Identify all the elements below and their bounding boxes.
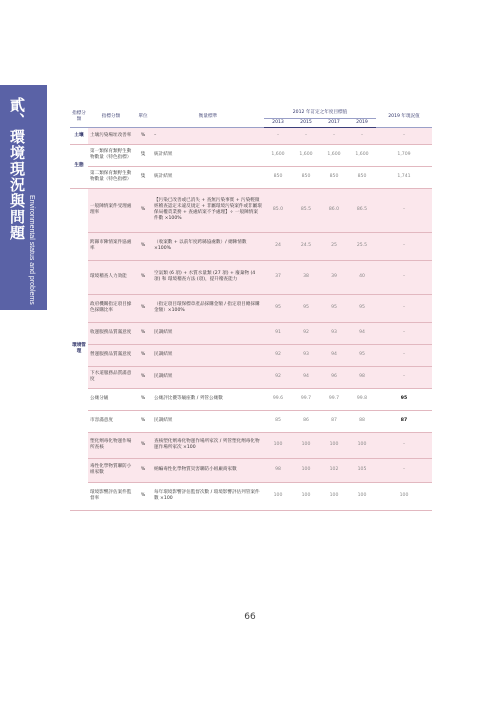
header-unit: 單位 bbox=[134, 108, 152, 127]
target-value: – bbox=[320, 127, 348, 144]
target-value: 1,600 bbox=[348, 144, 376, 166]
header-year: 2017 bbox=[320, 118, 348, 127]
unit-cell: % bbox=[134, 322, 152, 344]
target-value: 85.5 bbox=[292, 188, 320, 232]
unit-cell: % bbox=[134, 432, 152, 458]
target-value: 98 bbox=[264, 458, 292, 482]
target-value: – bbox=[264, 127, 292, 144]
section-label: 環境管理 bbox=[70, 188, 88, 510]
indicator-name: 市容滿意度 bbox=[88, 410, 134, 432]
target-value: 37 bbox=[264, 260, 292, 294]
target-value: 105 bbox=[348, 458, 376, 482]
target-value: 850 bbox=[348, 166, 376, 188]
target-value: 86.0 bbox=[320, 188, 348, 232]
target-value: 95 bbox=[348, 344, 376, 366]
table-row bbox=[70, 294, 432, 322]
target-value: 94 bbox=[348, 322, 376, 344]
target-value: 850 bbox=[292, 166, 320, 188]
actual-value: – bbox=[376, 294, 432, 322]
table-row bbox=[70, 410, 432, 432]
actual-value: – bbox=[376, 260, 432, 294]
target-value: 96 bbox=[320, 366, 348, 388]
target-value: 1,600 bbox=[292, 144, 320, 166]
target-value: 94 bbox=[320, 344, 348, 366]
standard-cell: 納編毒性化學物質災害聯防小組廠商家數 bbox=[152, 458, 264, 482]
target-value: 94 bbox=[292, 366, 320, 388]
target-value: – bbox=[292, 127, 320, 144]
table-row bbox=[70, 344, 432, 366]
unit-cell: % bbox=[134, 458, 152, 482]
standard-cell: – bbox=[152, 127, 264, 144]
target-value: 93 bbox=[292, 344, 320, 366]
unit-cell: % bbox=[134, 127, 152, 144]
target-value: 1,600 bbox=[264, 144, 292, 166]
table-row bbox=[70, 366, 432, 388]
target-value: 100 bbox=[320, 482, 348, 510]
chapter-subtitle: Environmental status and problems bbox=[28, 195, 35, 305]
indicator-name: 公廁分級 bbox=[88, 388, 134, 410]
actual-value: – bbox=[376, 366, 432, 388]
actual-value: – bbox=[376, 344, 432, 366]
unit-cell: % bbox=[134, 232, 152, 260]
indicator-name: 營運服務品質滿意度 bbox=[88, 344, 134, 366]
target-value: 100 bbox=[348, 432, 376, 458]
target-value: 24.5 bbox=[292, 232, 320, 260]
standard-cell: 查核塑化劑毒化物運作場所家次 / 列管塑化劑毒化物運作場所家次 ×100 bbox=[152, 432, 264, 458]
target-value: 86 bbox=[292, 410, 320, 432]
target-value: 87 bbox=[320, 410, 348, 432]
target-value: 92 bbox=[264, 366, 292, 388]
indicator-name: 土壤污染場址改善率 bbox=[88, 127, 134, 144]
unit-cell: 隻 bbox=[134, 166, 152, 188]
target-value: 86.5 bbox=[348, 188, 376, 232]
header-year: 2015 bbox=[292, 118, 320, 127]
target-value: 850 bbox=[264, 166, 292, 188]
unit-cell: % bbox=[134, 260, 152, 294]
unit-cell: % bbox=[134, 188, 152, 232]
actual-value: – bbox=[376, 432, 432, 458]
standard-cell: 民調結果 bbox=[152, 322, 264, 344]
target-value: 92 bbox=[292, 322, 320, 344]
table-row bbox=[70, 458, 432, 482]
standard-cell: 民調結果 bbox=[152, 366, 264, 388]
unit-cell: 隻 bbox=[134, 144, 152, 166]
target-value: 88 bbox=[348, 410, 376, 432]
target-value: 99.7 bbox=[320, 388, 348, 410]
target-value: 39 bbox=[320, 260, 348, 294]
standard-cell: 統計結果 bbox=[152, 166, 264, 188]
target-value: 95 bbox=[292, 294, 320, 322]
actual-value: 1,741 bbox=[376, 166, 432, 188]
actual-value: 95 bbox=[376, 388, 432, 410]
actual-value: – bbox=[376, 232, 432, 260]
table-row bbox=[70, 322, 432, 344]
header-category: 指標分類 bbox=[70, 108, 88, 127]
table-body bbox=[70, 127, 432, 510]
standard-cell: 公廁評比優等級座數 / 列管公廁數 bbox=[152, 388, 264, 410]
indicator-name: 一般陳情案件受理處理率 bbox=[88, 188, 134, 232]
target-value: 100 bbox=[292, 432, 320, 458]
actual-value: – bbox=[376, 127, 432, 144]
target-value: 95 bbox=[320, 294, 348, 322]
indicator-name: 跨縣市陳情案件協處率 bbox=[88, 232, 134, 260]
target-value: 100 bbox=[320, 432, 348, 458]
target-value: 85.0 bbox=[264, 188, 292, 232]
table-row bbox=[70, 127, 432, 144]
target-value: 99.6 bbox=[264, 388, 292, 410]
standard-cell: 民調結果 bbox=[152, 410, 264, 432]
header-standard: 衡量標準 bbox=[152, 108, 264, 127]
indicator-name: 環境影響評估案件監督率 bbox=[88, 482, 134, 510]
header-year: 2019 bbox=[348, 118, 376, 127]
standard-cell: 空氣類 (6 項) + 水質水量類 (27 項) + 廢棄物 (4 項) 和 環境稽查方法 (項)，提升稽查能力 bbox=[152, 260, 264, 294]
table-row bbox=[70, 188, 432, 232]
unit-cell: % bbox=[134, 344, 152, 366]
target-value: 100 bbox=[348, 482, 376, 510]
target-value: 100 bbox=[264, 432, 292, 458]
target-value: 850 bbox=[320, 166, 348, 188]
table-row bbox=[70, 388, 432, 410]
standard-cell: （指定項目環保標章產品採購金額 / 指定項目總採購金額）×100% bbox=[152, 294, 264, 322]
target-value: – bbox=[348, 127, 376, 144]
table-row bbox=[70, 432, 432, 458]
target-value: 99.7 bbox=[292, 388, 320, 410]
target-value: 100 bbox=[292, 458, 320, 482]
target-value: 24 bbox=[264, 232, 292, 260]
indicator-name: 下水道服務品質滿意度 bbox=[88, 366, 134, 388]
table-row bbox=[70, 232, 432, 260]
target-value: 95 bbox=[348, 294, 376, 322]
target-value: 1,600 bbox=[320, 144, 348, 166]
table-row bbox=[70, 260, 432, 294]
actual-value: 1,709 bbox=[376, 144, 432, 166]
standard-cell: 統計結果 bbox=[152, 144, 264, 166]
target-value: 99.8 bbox=[348, 388, 376, 410]
chapter-title: 貳、環境現況與問題 bbox=[8, 97, 26, 241]
actual-value: – bbox=[376, 458, 432, 482]
indicator-name: 政府機關指定項目綠色採購比率 bbox=[88, 294, 134, 322]
target-value: 38 bbox=[292, 260, 320, 294]
unit-cell: % bbox=[134, 294, 152, 322]
actual-value: – bbox=[376, 188, 432, 232]
actual-value: 100 bbox=[376, 482, 432, 510]
indicator-name: 收運服務品質滿意度 bbox=[88, 322, 134, 344]
indicator-name: 塑化劑毒化物運作場所查核 bbox=[88, 432, 134, 458]
standard-cell: 每年環境影響評估監督次數 / 環境影響評估列管案件數 ×100 bbox=[152, 482, 264, 510]
target-value: 25.5 bbox=[348, 232, 376, 260]
target-value: 100 bbox=[264, 482, 292, 510]
unit-cell: % bbox=[134, 410, 152, 432]
target-value: 25 bbox=[320, 232, 348, 260]
table-row bbox=[70, 144, 432, 166]
header-indicator: 指標分類 bbox=[88, 108, 134, 127]
target-value: 100 bbox=[292, 482, 320, 510]
target-value: 85 bbox=[264, 410, 292, 432]
standard-cell: （收案數 + 以前年度跨縣協處數）/ 總陳情數 ×100% bbox=[152, 232, 264, 260]
target-value: 91 bbox=[264, 322, 292, 344]
section-label: 土壤 bbox=[70, 127, 88, 144]
indicator-name: 毒性化學物質聯防小組家數 bbox=[88, 458, 134, 482]
indicator-table bbox=[70, 108, 432, 511]
unit-cell: % bbox=[134, 366, 152, 388]
standard-cell: 民調結果 bbox=[152, 344, 264, 366]
indicator-name: 環境稽查人力效能 bbox=[88, 260, 134, 294]
table-row bbox=[70, 482, 432, 510]
table-row bbox=[70, 166, 432, 188]
indicator-table-wrapper bbox=[70, 108, 432, 511]
unit-cell: % bbox=[134, 482, 152, 510]
standard-cell: 【污染已改善或已消失 + 查無污染事實 + 污染輕微經稽查認定未違反規定 + 非屬環境污染案件或非屬環保局權責業務 + 查處結案不予處理】÷ 一般陳情案件數 ×100% bbox=[152, 188, 264, 232]
target-value: 93 bbox=[320, 322, 348, 344]
chapter-sidebar bbox=[0, 85, 47, 310]
target-value: 40 bbox=[348, 260, 376, 294]
indicator-name: 第二類保育類野生動物數量（特色指標） bbox=[88, 166, 134, 188]
actual-value: – bbox=[376, 322, 432, 344]
target-value: 98 bbox=[348, 366, 376, 388]
unit-cell: % bbox=[134, 388, 152, 410]
target-value: 102 bbox=[320, 458, 348, 482]
target-value: 95 bbox=[264, 294, 292, 322]
target-value: 92 bbox=[264, 344, 292, 366]
section-label: 生態 bbox=[70, 144, 88, 188]
header-target-group: 2012 年訂定之年度目標值 bbox=[264, 108, 376, 118]
page-number: 66 bbox=[244, 612, 256, 622]
actual-value: 87 bbox=[376, 410, 432, 432]
header-actual: 2019 年現況值 bbox=[376, 108, 432, 127]
indicator-name: 第一類保育類野生動物數量（特色指標） bbox=[88, 144, 134, 166]
header-year: 2013 bbox=[264, 118, 292, 127]
